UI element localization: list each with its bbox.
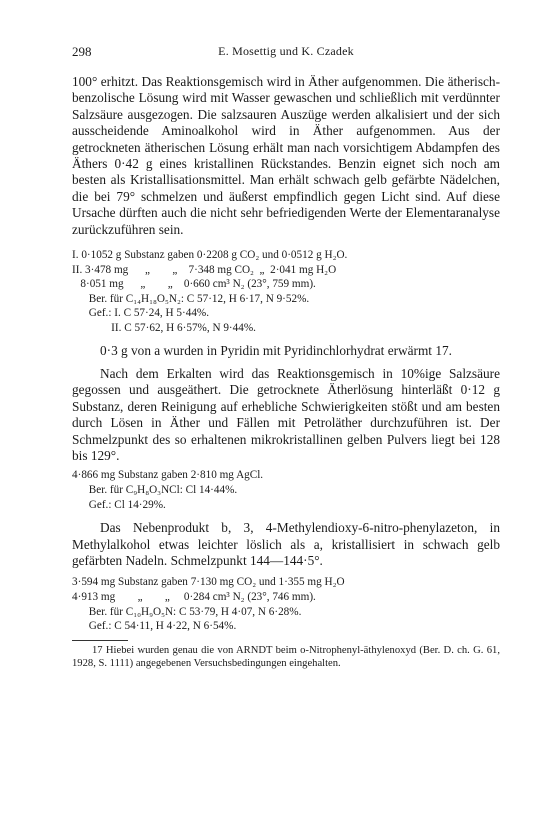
page-header: [72, 44, 500, 62]
footnote-text: 17 Hiebei wurden genau die von ARNDT beim o-Nitrophenyl-äthylenoxyd (Ber. D. ch. G. 61, 1928, S. 1111) angegebenen Versuchsbedingungen eingehalten.: [72, 644, 500, 670]
analysis-line: I. 0·1052 g Substanz gaben 0·2208 g CO₂ und 0·0512 g H₂O.: [72, 249, 348, 262]
analysis-line: Ber. für C₉H₈O₃NCl: Cl 14·44%.: [72, 484, 238, 497]
analysis-line: 4·913 mg „ „ 0·284 cm³ N₂ (23°, 746 mm).: [72, 591, 316, 604]
analysis-line: II. C 57·62, H 6·57%, N 9·44%.: [72, 322, 256, 335]
analysis-line: 4·866 mg Substanz gaben 2·810 mg AgCl.: [72, 469, 264, 482]
page: [72, 44, 500, 671]
analysis-line: 3·594 mg Substanz gaben 7·130 mg CO₂ und 1·355 mg H₂O: [72, 576, 345, 589]
footnote: [72, 644, 500, 671]
paragraph-3: Nach dem Erkalten wird das Reaktionsgemisch in 10%ige Salzsäure gegossen und ausgeäthert. Die getrocknete Ätherlösung hinterläßt 0·12 g Substanz, deren Reinigung auf erhebliche Schwierigkeiten stößt und am besten durch Lösen in Äther und Fällen mit Petroläther durchzuführen ist. Der Schmelzpunkt des so erhaltenen mikrokristallinen gelben Pulvers liegt bei 128 bis 129°.: [72, 366, 500, 464]
paragraph-2: 0·3 g von a wurden in Pyridin mit Pyridinchlorhydrat erwärmt 17.: [100, 342, 452, 358]
running-head: E. Mosettig und K. Czadek: [218, 44, 354, 58]
analysis-line: II. 3·478 mg „ „ 7·348 mg CO₂ „ 2·041 mg H₂O: [72, 263, 337, 276]
paragraph-4: Das Nebenprodukt b, 3, 4-Methylendioxy-6-nitro-phenylazeton, in Methylalkohol etwas leichter löslich als a, kristallisiert in schwach gelb gefärbten Nadeln. Schmelzpunkt 144—144·5°.: [72, 520, 500, 569]
analysis-line: Gef.: C 54·11, H 4·22, N 6·54%.: [72, 620, 237, 633]
analysis-line: Gef.: Cl 14·29%.: [72, 498, 166, 511]
analysis-line: Ber. für C₁₄H₁₈O₅N₂: C 57·12, H 6·17, N 9·52%.: [72, 292, 310, 305]
analysis-line: Ber. für C₁₀H₉O₅N: C 53·79, H 4·07, N 6·28%.: [72, 605, 302, 618]
footnote-divider: [72, 640, 128, 641]
analysis-line: Gef.: I. C 57·24, H 5·44%.: [72, 307, 210, 320]
analysis-line: 8·051 mg „ „ 0·660 cm³ N₂ (23°, 759 mm).: [72, 278, 316, 291]
analysis-block-1: [72, 248, 500, 336]
paragraph-1: 100° erhitzt. Das Reaktionsgemisch wird in Äther aufgenommen. Die ätherisch-benzolische Lösung wird mit Wasser gewaschen und schließlich mit verdünnter Salzsäure ausgezogen. Die salzsauren Auszüge werden alkalisiert und der sich ausscheidende Aminoalkohol wird in Äther aufgenommen. Aus der getrockneten ätherischen Lösung erhält man nach vorsichtigem Abdampfen des Äthers 0·42 g eines kristallinen Rückstandes. Benzin eignet sich noch am besten als Kristallisationsmittel. Man erhält schwach gelb gefärbte Nädelchen, die bei 79° schmelzen und äußerst empfindlich gegen Licht sind. Auf diese Ursache dürften auch die nicht sehr befriedigenden Werte der Elementaranalyse zurückzuführen sein.: [72, 74, 500, 237]
analysis-block-2: [72, 468, 500, 512]
analysis-block-3: [72, 575, 500, 633]
page-number: 298: [72, 44, 92, 59]
